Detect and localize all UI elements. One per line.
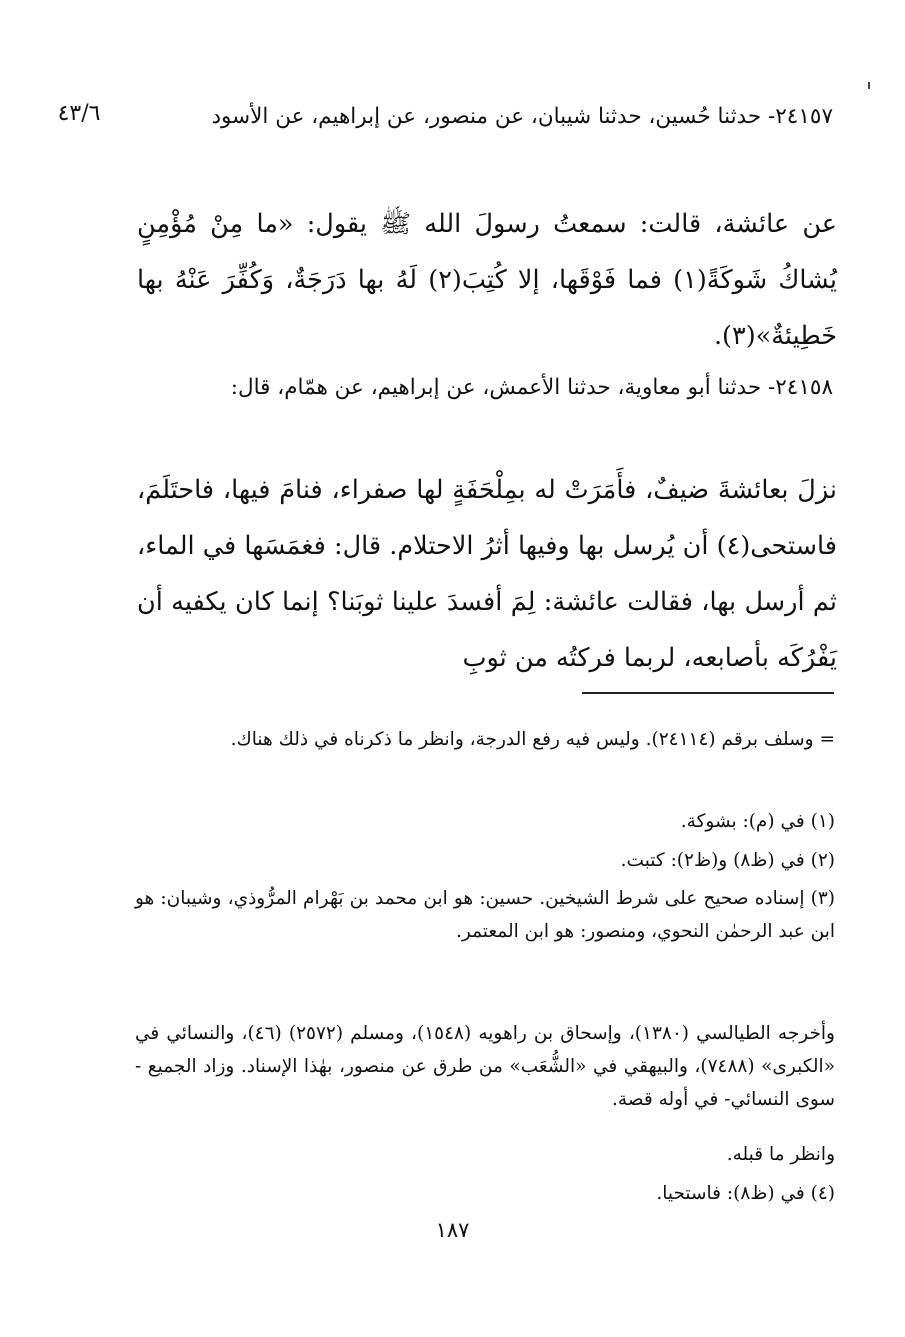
footnote-3-isnad-grading: (٣) إسناده صحيح على شرط الشيخين. حسين: هو ابن محمد بن بَهْرام المرُّوذي، وشيبان: هو ابن عبد الرحمٰن النحوي، ومنصور: هو ابن المعتمر. bbox=[135, 888, 835, 942]
margin-mark bbox=[868, 82, 870, 89]
page-number: ١٨٧ bbox=[435, 1218, 470, 1242]
hadith-24157-matn: عن عائشة، قالت: سمعتُ رسولَ الله ﷺ يقول: «ما مِنْ مُؤْمِنٍ يُشاكُ شَوكَةً(١) فما فَوْقَها، إلا كُتِبَ(٢) لَهُ بها دَرَجَةٌ، وَكُفِّرَ عَنْهُ بها خَطِيئةٌ»(٣). bbox=[137, 209, 837, 351]
footnote-3-takhrij: وأخرجه الطيالسي (١٣٨٠)، وإسحاق بن راهويه (١٥٤٨)، ومسلم (٢٥٧٢) (٤٦)، والنسائي في «الكبرى» (٧٤٨٨)، والبيهقي في «الشُّعَب» من طرق عن منصور، بهٰذا الإسناد. وزاد الجميع - سوى النسائي- في أوله قصة. bbox=[135, 1023, 836, 1110]
footnote-1: (١) في (م): بشوكة. bbox=[680, 811, 835, 832]
hadith-24158-isnad: ٢٤١٥٨- حدثنا أبو معاوية، حدثنا الأعمش، عن إبراهيم، عن همّام، قال: bbox=[230, 375, 833, 400]
footnote-3-see-also: وانظر ما قبله. bbox=[726, 1144, 835, 1165]
footnote-continuation: = وسلف برقم (٢٤١١٤). وليس فيه رفع الدرجة، وانظر ما ذكرناه في ذلك هناك. bbox=[230, 729, 835, 750]
footnote-separator bbox=[582, 692, 834, 694]
margin-volume-page-reference: ٤٣/٦ bbox=[57, 101, 101, 126]
footnote-4: (٤) في (ظ٨): فاستحيا. bbox=[656, 1183, 835, 1204]
hadith-24157-isnad: ٢٤١٥٧- حدثنا حُسين، حدثنا شيبان، عن منصور، عن إبراهيم، عن الأسود bbox=[211, 104, 833, 129]
hadith-24158-matn: نزلَ بعائشةَ ضيفٌ، فأَمَرَتْ له بمِلْحَفَةٍ لها صفراء، فنامَ فيها، فاحتَلَمَ، فاستحى(٤) أن يُرسل بها وفيها أثرُ الاحتلام. قال: فغمَسَها في الماء، ثم أرسل بها، فقالت عائشة: لِمَ أفسدَ علينا ثوبَنا؟ إنما كان يكفيه أن يَفْرُكَه بأصابعه، لربما فركتُه من ثوبِ bbox=[137, 475, 837, 673]
footnote-2: (٢) في (ظ٨) و(ظ٢): كتبت. bbox=[620, 850, 835, 871]
